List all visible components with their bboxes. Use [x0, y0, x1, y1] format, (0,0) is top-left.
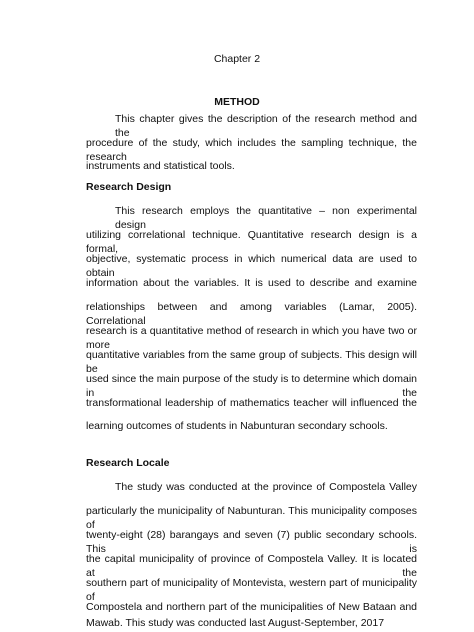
paragraph-line: This research employs the quantitative – non experimental design: [115, 205, 417, 231]
intro-line: procedure of the study, which includes the sampling technique, the research: [86, 137, 417, 163]
paragraph-line: learning outcomes of students in Nabunturan secondary schools.: [86, 420, 388, 432]
paragraph-line: twenty-eight (28) barangays and seven (7) public secondary schools. This is: [86, 529, 417, 555]
paragraph-line: the capital municipality of province of Compostela Valley. It is located at the: [86, 553, 417, 579]
paragraph-line: particularly the municipality of Nabunturan. This municipality composes of: [86, 505, 417, 531]
paragraph-line: research is a quantitative method of research in which you have two or more: [86, 325, 417, 351]
research-design-heading: Research Design: [86, 181, 172, 193]
paragraph-line: utilizing correlational technique. Quantitative research design is a formal,: [86, 229, 417, 255]
chapter-label: Chapter 2: [213, 53, 261, 65]
paragraph-line: southern part of municipality of Montevista, western part of municipality of: [86, 577, 417, 603]
paragraph-line: objective, systematic process in which numerical data are used to obtain: [86, 253, 417, 279]
paragraph-line: information about the variables. It is used to describe and examine: [86, 277, 417, 289]
paragraph-line: quantitative variables from the same group of subjects. This design will be: [86, 349, 417, 375]
paragraph-line: Mawab. This study was conducted last August-September, 2017: [86, 617, 385, 629]
paragraph-line: used since the main purpose of the study is to determine which domain in the: [86, 373, 417, 399]
paragraph-line: The study was conducted at the province of Compostela Valley: [115, 481, 417, 493]
intro-line: This chapter gives the description of the research method and the: [115, 113, 417, 139]
paragraph-line: relationships between and among variables (Lamar, 2005). Correlational: [86, 301, 417, 327]
intro-line: instruments and statistical tools.: [86, 160, 235, 172]
paragraph-line: transformational leadership of mathematics teacher will influenced the: [86, 397, 417, 409]
section-title: METHOD: [214, 96, 260, 108]
research-locale-heading: Research Locale: [86, 457, 170, 469]
paragraph-line: Compostela and northern part of the municipalities of New Bataan and: [86, 601, 417, 613]
